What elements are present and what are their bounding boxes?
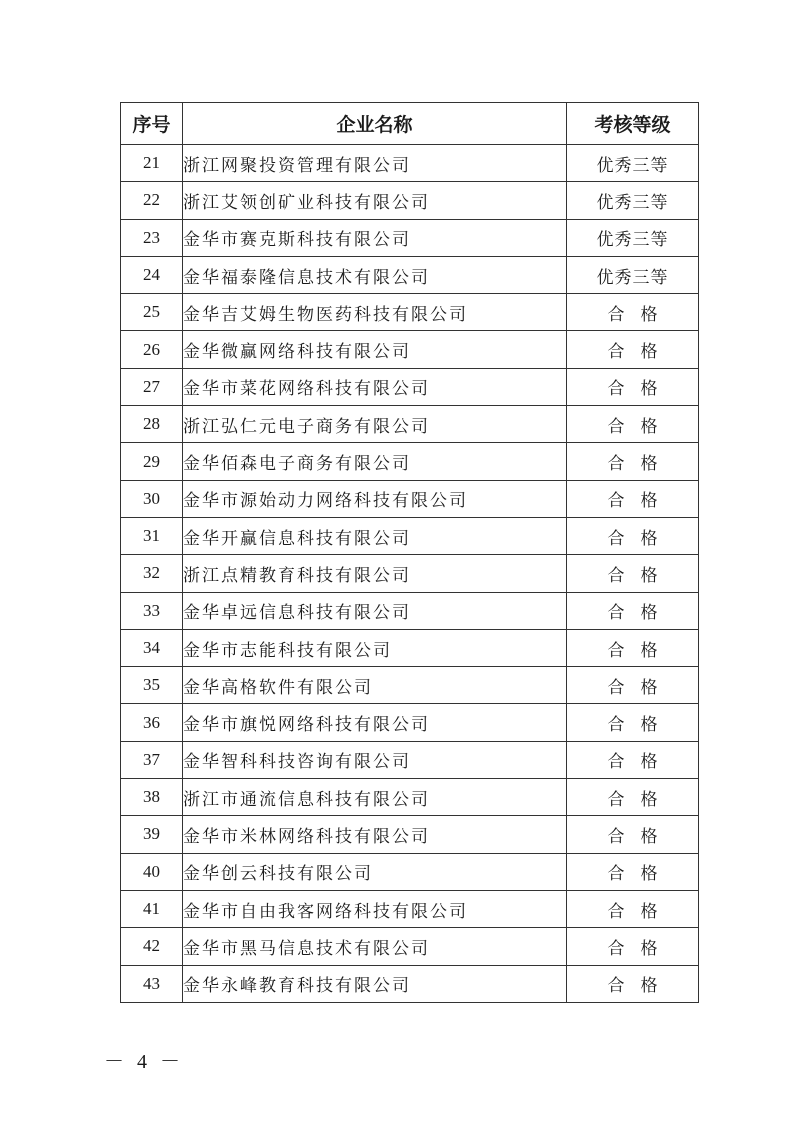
row-number: 31 bbox=[121, 517, 183, 554]
row-company-name: 金华卓远信息科技有限公司 bbox=[183, 592, 567, 629]
row-company-name: 金华创云科技有限公司 bbox=[183, 853, 567, 890]
row-company-name: 金华市志能科技有限公司 bbox=[183, 629, 567, 666]
company-assessment-table bbox=[120, 102, 699, 1003]
row-grade: 合格 bbox=[567, 853, 699, 890]
table-row bbox=[121, 629, 699, 666]
header-company: 企业名称 bbox=[183, 103, 567, 145]
row-number: 40 bbox=[121, 853, 183, 890]
row-company-name: 金华佰森电子商务有限公司 bbox=[183, 443, 567, 480]
row-company-name: 浙江点精教育科技有限公司 bbox=[183, 555, 567, 592]
table-row bbox=[121, 667, 699, 704]
row-company-name: 金华智科科技咨询有限公司 bbox=[183, 741, 567, 778]
row-company-name: 金华市黑马信息技术有限公司 bbox=[183, 928, 567, 965]
row-number: 30 bbox=[121, 480, 183, 517]
row-grade: 优秀三等 bbox=[567, 182, 699, 219]
row-number: 26 bbox=[121, 331, 183, 368]
table-row bbox=[121, 368, 699, 405]
row-number: 35 bbox=[121, 667, 183, 704]
table-row bbox=[121, 331, 699, 368]
table-row bbox=[121, 779, 699, 816]
row-grade: 合格 bbox=[567, 368, 699, 405]
table-row bbox=[121, 704, 699, 741]
table-row bbox=[121, 256, 699, 293]
table-row bbox=[121, 517, 699, 554]
row-company-name: 浙江艾领创矿业科技有限公司 bbox=[183, 182, 567, 219]
table-row bbox=[121, 853, 699, 890]
row-company-name: 浙江市通流信息科技有限公司 bbox=[183, 779, 567, 816]
row-number: 21 bbox=[121, 145, 183, 182]
row-number: 23 bbox=[121, 219, 183, 256]
table-row bbox=[121, 406, 699, 443]
row-grade: 合格 bbox=[567, 667, 699, 704]
table-row bbox=[121, 555, 699, 592]
row-grade: 优秀三等 bbox=[567, 256, 699, 293]
row-grade: 合格 bbox=[567, 555, 699, 592]
row-grade: 合格 bbox=[567, 331, 699, 368]
table-row bbox=[121, 145, 699, 182]
row-number: 37 bbox=[121, 741, 183, 778]
row-company-name: 金华开赢信息科技有限公司 bbox=[183, 517, 567, 554]
row-grade: 合格 bbox=[567, 406, 699, 443]
row-grade: 合格 bbox=[567, 480, 699, 517]
row-number: 34 bbox=[121, 629, 183, 666]
row-number: 29 bbox=[121, 443, 183, 480]
table-row bbox=[121, 219, 699, 256]
table-row bbox=[121, 741, 699, 778]
row-grade: 合格 bbox=[567, 704, 699, 741]
row-grade: 优秀三等 bbox=[567, 145, 699, 182]
row-number: 28 bbox=[121, 406, 183, 443]
row-grade: 合格 bbox=[567, 890, 699, 927]
table-row bbox=[121, 182, 699, 219]
row-number: 33 bbox=[121, 592, 183, 629]
row-company-name: 金华市菜花网络科技有限公司 bbox=[183, 368, 567, 405]
row-company-name: 金华高格软件有限公司 bbox=[183, 667, 567, 704]
table-row bbox=[121, 816, 699, 853]
row-company-name: 金华吉艾姆生物医药科技有限公司 bbox=[183, 294, 567, 331]
row-company-name: 金华市自由我客网络科技有限公司 bbox=[183, 890, 567, 927]
header-number: 序号 bbox=[121, 103, 183, 145]
page-number: － 4 － bbox=[104, 1051, 184, 1073]
row-company-name: 金华市赛克斯科技有限公司 bbox=[183, 219, 567, 256]
row-grade: 合格 bbox=[567, 779, 699, 816]
row-grade: 合格 bbox=[567, 928, 699, 965]
row-number: 42 bbox=[121, 928, 183, 965]
row-grade: 合格 bbox=[567, 629, 699, 666]
row-grade: 合格 bbox=[567, 517, 699, 554]
table-row bbox=[121, 294, 699, 331]
row-grade: 合格 bbox=[567, 592, 699, 629]
table-row bbox=[121, 480, 699, 517]
row-grade: 合格 bbox=[567, 965, 699, 1002]
row-grade: 合格 bbox=[567, 294, 699, 331]
row-company-name: 金华市米林网络科技有限公司 bbox=[183, 816, 567, 853]
table-row bbox=[121, 890, 699, 927]
row-company-name: 金华福泰隆信息技术有限公司 bbox=[183, 256, 567, 293]
row-grade: 合格 bbox=[567, 443, 699, 480]
row-number: 39 bbox=[121, 816, 183, 853]
row-number: 38 bbox=[121, 779, 183, 816]
row-grade: 合格 bbox=[567, 816, 699, 853]
table-row bbox=[121, 965, 699, 1002]
row-company-name: 金华微赢网络科技有限公司 bbox=[183, 331, 567, 368]
row-number: 43 bbox=[121, 965, 183, 1002]
row-number: 41 bbox=[121, 890, 183, 927]
row-number: 27 bbox=[121, 368, 183, 405]
row-company-name: 金华市旗悦网络科技有限公司 bbox=[183, 704, 567, 741]
row-number: 25 bbox=[121, 294, 183, 331]
table-row bbox=[121, 443, 699, 480]
row-grade: 优秀三等 bbox=[567, 219, 699, 256]
row-company-name: 金华市源始动力网络科技有限公司 bbox=[183, 480, 567, 517]
table-body bbox=[121, 145, 699, 1003]
row-grade: 合格 bbox=[567, 741, 699, 778]
table-row bbox=[121, 592, 699, 629]
row-number: 32 bbox=[121, 555, 183, 592]
table-row bbox=[121, 928, 699, 965]
table-header-row bbox=[121, 103, 699, 145]
row-company-name: 金华永峰教育科技有限公司 bbox=[183, 965, 567, 1002]
row-number: 36 bbox=[121, 704, 183, 741]
row-company-name: 浙江网聚投资管理有限公司 bbox=[183, 145, 567, 182]
row-number: 24 bbox=[121, 256, 183, 293]
row-number: 22 bbox=[121, 182, 183, 219]
row-company-name: 浙江弘仁元电子商务有限公司 bbox=[183, 406, 567, 443]
header-grade: 考核等级 bbox=[567, 103, 699, 145]
